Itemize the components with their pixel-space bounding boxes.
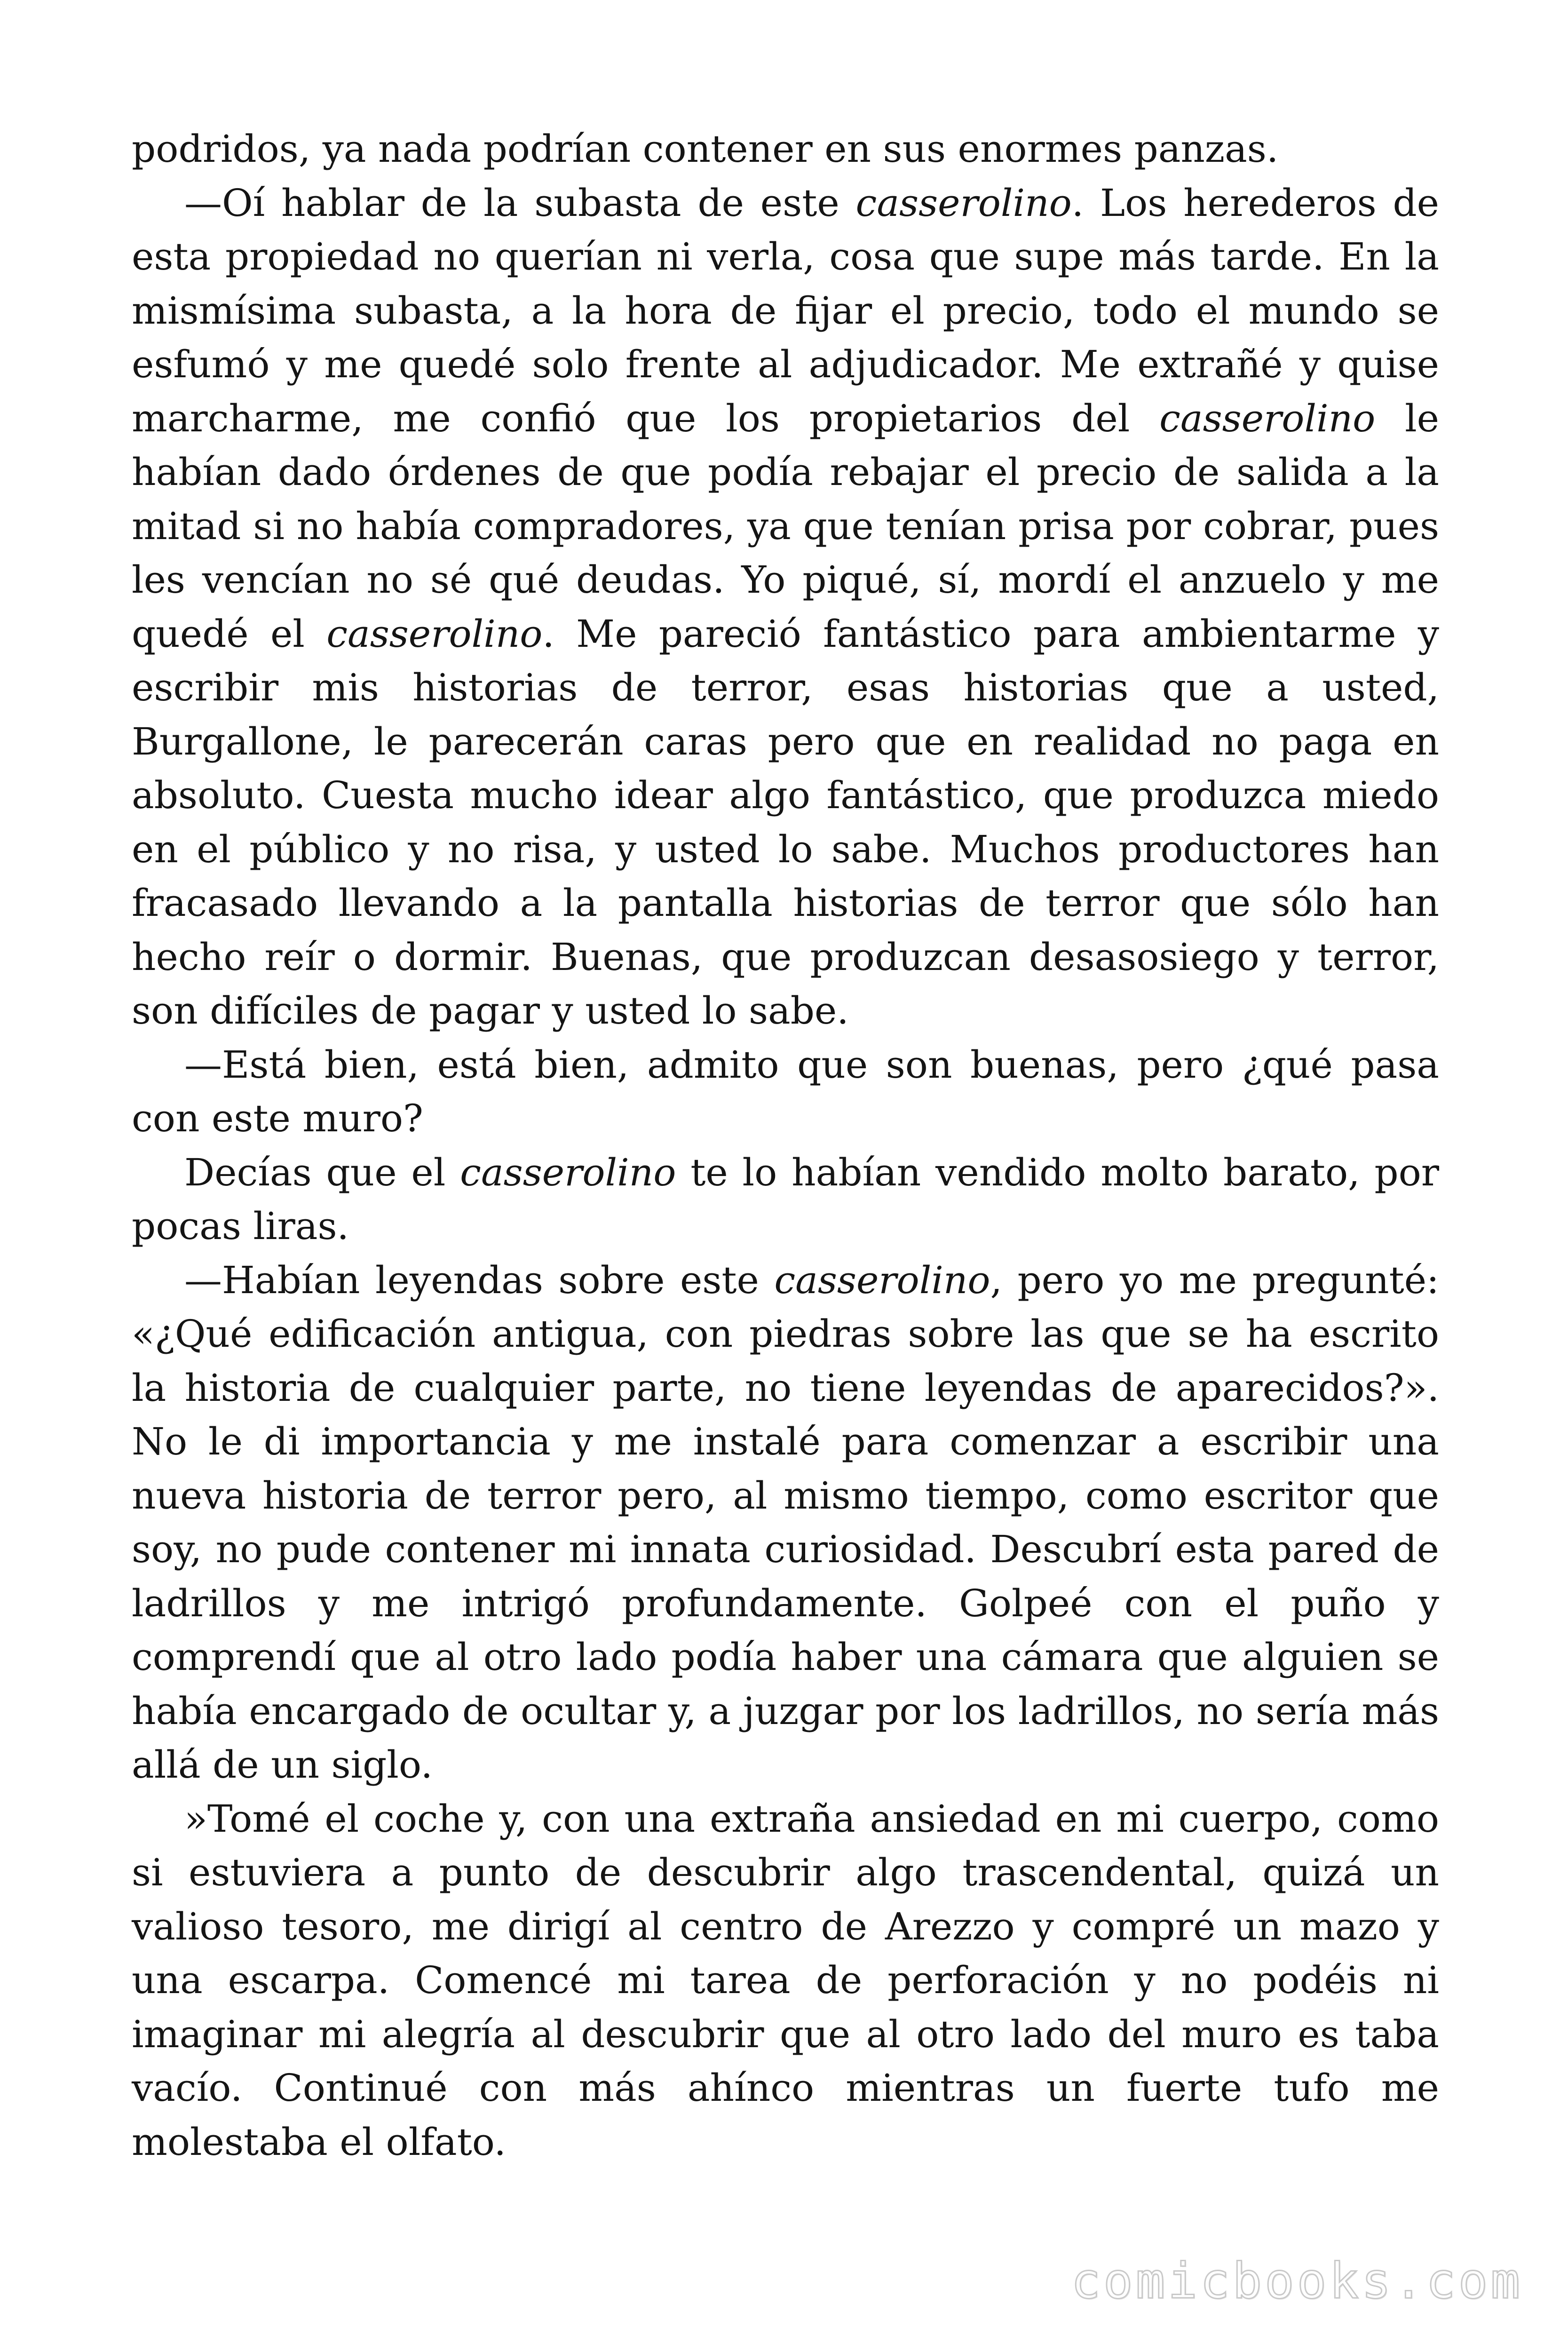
- paragraph: [132, 1254, 1439, 1792]
- paragraph: [132, 176, 1439, 1038]
- text-run: , pero yo me pregunté: «¿Qué edificación antigua, con piedras sobre las que se ha escrito la historia de cualquier parte, no tiene leyendas de aparecidos?». No le di importancia y me instalé para comenzar a escribir una nueva historia de terror pero, al mismo tiempo, como escritor que soy, no pude contener mi innata curiosidad. Descubrí esta pared de ladrillos y me intrigó profundamente. Golpeé con el puño y comprendí que al otro lado podía haber una cámara que alguien se había encargado de ocultar y, a juzgar por los ladrillos, no sería más allá de un siglo.: [132, 1258, 1439, 1787]
- text-run: te lo habían vendido molto barato, por pocas liras.: [132, 1150, 1440, 1248]
- paragraph: [132, 1792, 1439, 2169]
- italic-text: casserolino: [855, 181, 1072, 225]
- italic-text: casserolino: [1159, 396, 1376, 440]
- paragraph: [132, 1038, 1439, 1146]
- text-run: —Está bien, está bien, admito que son buenas, pero ¿qué pasa con este muro?: [132, 1042, 1439, 1140]
- text-run: le habían dado órdenes de que podía rebajar el precio de salida a la mitad si no había compradores, ya que tenían prisa por cobrar, pues les vencían no sé qué deudas. Yo piqué, sí, mordí el anzuelo y me quedé el: [132, 396, 1440, 656]
- watermark: comicbooks.com: [1071, 2252, 1523, 2310]
- text-run: . Los herederos de esta propiedad no querían ni verla, cosa que supe más tarde. En la mismísima subasta, a la hora de fijar el precio, todo el mundo se esfumó y me quedé solo frente al adjudicador. Me extrañé y quise marcharme, me confió que los propietarios del: [132, 181, 1440, 440]
- body-text: [132, 122, 1439, 2169]
- text-run: —Habían leyendas sobre este: [184, 1258, 775, 1302]
- italic-text: casserolino: [326, 612, 543, 656]
- italic-text: casserolino: [774, 1258, 990, 1302]
- text-run: »Tomé el coche y, con una extraña ansiedad en mi cuerpo, como si estuviera a punto de descubrir algo trascendental, quizá un valioso tesoro, me dirigí al centro de Arezzo y compré un mazo y una escarpa. Comencé mi tarea de perforación y no podéis ni imaginar mi alegría al descubrir que al otro lado del muro es taba vacío. Continué con más ahínco mientras un fuerte tufo me molestaba el olfato.: [132, 1796, 1439, 2164]
- paragraph: [132, 122, 1439, 176]
- text-run: . Me pareció fantástico para ambientarme y escribir mis historias de terror, esas historias que a usted, Burgallone, le parecerán caras pero que en realidad no paga en absoluto. Cuesta mucho idear algo fantástico, que produzca miedo en el público y no risa, y usted lo sabe. Muchos productores han fracasado llevando a la pantalla historias de terror que sólo han hecho reír o dormir. Buenas, que produzcan desasosiego y terror, son difíciles de pagar y usted lo sabe.: [132, 612, 1439, 1033]
- paragraph: [132, 1146, 1439, 1254]
- text-run: podridos, ya nada podrían contener en sus enormes panzas.: [132, 127, 1279, 171]
- text-run: Decías que el: [184, 1150, 460, 1194]
- text-run: —Oí hablar de la subasta de este: [184, 181, 856, 225]
- italic-text: casserolino: [460, 1150, 676, 1194]
